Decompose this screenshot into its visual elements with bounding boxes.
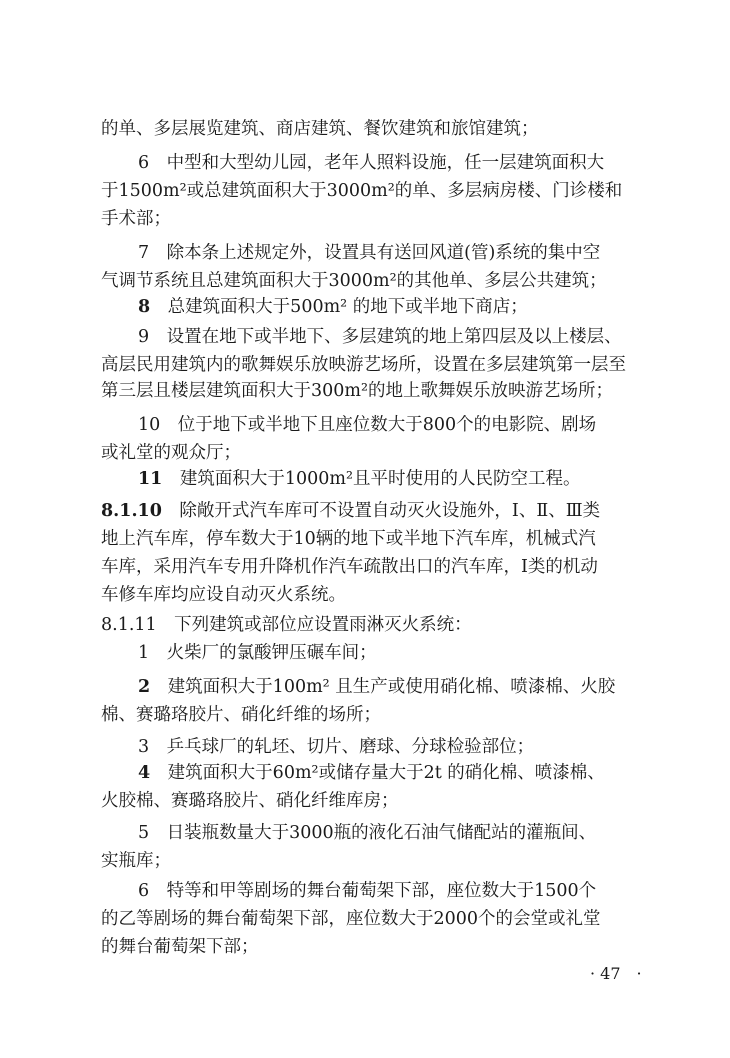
- line-text: 的乙等剧场的舞台葡萄架下部，座位数大于2000个的会堂或礼堂: [101, 909, 601, 929]
- text-line: [138, 326, 622, 348]
- text-line: [101, 850, 171, 872]
- item-number: 2: [138, 677, 151, 697]
- text-line: [138, 296, 528, 318]
- line-text: 手术部；: [101, 209, 171, 229]
- line-text: 7 除本条上述规定外，设置具有送回风道(管)系统的集中空: [138, 243, 601, 263]
- text-line: [138, 242, 600, 264]
- line-text: 第三层且楼层建筑面积大于300m²的地上歌舞娱乐放映游艺场所；: [101, 381, 614, 401]
- line-text: 8.1.11 下列建筑或部位应设置雨淋灭火系统：: [101, 615, 472, 635]
- text-line: [101, 908, 601, 930]
- text-line: [138, 642, 377, 664]
- line-text: 1 火柴厂的氯酸钾压碾车间；: [138, 643, 377, 663]
- line-text: 车修车库均应设自动灭火系统。: [101, 585, 346, 605]
- text-line: [101, 556, 598, 578]
- page-number: · 47 ·: [590, 964, 642, 983]
- text-line: [101, 704, 381, 726]
- text-line: [101, 500, 600, 522]
- item-number: 11: [138, 469, 163, 489]
- line-text: 建筑面积大于60m²或储存量大于2t 的硝化棉、喷漆棉、: [150, 763, 605, 783]
- text-line: [101, 380, 613, 402]
- line-text: 5 日装瓶数量大于3000瓶的液化石油气储配站的灌瓶间、: [138, 823, 597, 843]
- text-line: [138, 676, 615, 698]
- item-number: 4: [138, 763, 151, 783]
- text-line: [101, 118, 539, 140]
- line-text: 车库，采用汽车专用升降机作汽车疏散出口的汽车库，Ⅰ类的机动: [101, 557, 598, 577]
- line-text: 实瓶库；: [101, 851, 171, 871]
- line-text: 总建筑面积大于500m² 的地下或半地下商店；: [150, 297, 528, 317]
- text-line: [101, 790, 399, 812]
- text-line: [138, 736, 534, 758]
- text-line: [138, 468, 581, 490]
- line-text: 的单、多层展览建筑、商店建筑、餐饮建筑和旅馆建筑；: [101, 119, 539, 139]
- text-line: [101, 614, 472, 636]
- item-number: 8: [138, 297, 151, 317]
- line-text: 6 中型和大型幼儿园，老年人照料设施，任一层建筑面积大: [138, 153, 605, 173]
- line-text: 于1500m²或总建筑面积大于3000m²的单、多层病房楼、门诊楼和: [101, 181, 623, 201]
- text-line: [138, 880, 596, 902]
- line-text: 6 特等和甲等剧场的舞台葡萄架下部，座位数大于1500个: [138, 881, 597, 901]
- text-line: [101, 936, 259, 958]
- line-text: 地上汽车库，停车数大于10辆的地下或半地下汽车库，机械式汽: [101, 529, 596, 549]
- item-number: 8.1.10: [101, 501, 162, 521]
- line-text: 或礼堂的观众厅；: [101, 443, 241, 463]
- text-line: [101, 180, 622, 202]
- text-line: [101, 354, 626, 376]
- line-text: 建筑面积大于1000m²且平时使用的人民防空工程。: [162, 469, 581, 489]
- line-text: 高层民用建筑内的歌舞娱乐放映游艺场所，设置在多层建筑第一层至: [101, 355, 626, 375]
- text-line: [101, 208, 171, 230]
- line-text: 气调节系统且总建筑面积大于3000m²的其他单、多层公共建筑；: [101, 271, 607, 291]
- text-line: [138, 414, 596, 436]
- text-line: [138, 152, 604, 174]
- line-text: 9 设置在地下或半地下、多层建筑的地上第四层及以上楼层、: [138, 327, 622, 347]
- line-text: 除敞开式汽车库可不设置自动灭火设施外，Ⅰ、Ⅱ、Ⅲ类: [161, 501, 601, 521]
- text-line: [138, 822, 596, 844]
- line-text: 棉、赛璐珞胶片、硝化纤维的场所；: [101, 705, 381, 725]
- line-text: 的舞台葡萄架下部；: [101, 937, 259, 957]
- text-line: [101, 584, 346, 606]
- line-text: 建筑面积大于100m² 且生产或使用硝化棉、喷漆棉、火胶: [150, 677, 616, 697]
- text-line: [101, 442, 241, 464]
- line-text: 3 乒乓球厂的轧坯、切片、磨球、分球检验部位；: [138, 737, 535, 757]
- text-line: [101, 270, 607, 292]
- text-line: [101, 528, 596, 550]
- line-text: 10 位于地下或半地下且座位数大于800个的电影院、剧场: [138, 415, 597, 435]
- line-text: 火胶棉、赛璐珞胶片、硝化纤维库房；: [101, 791, 399, 811]
- text-line: [138, 762, 605, 784]
